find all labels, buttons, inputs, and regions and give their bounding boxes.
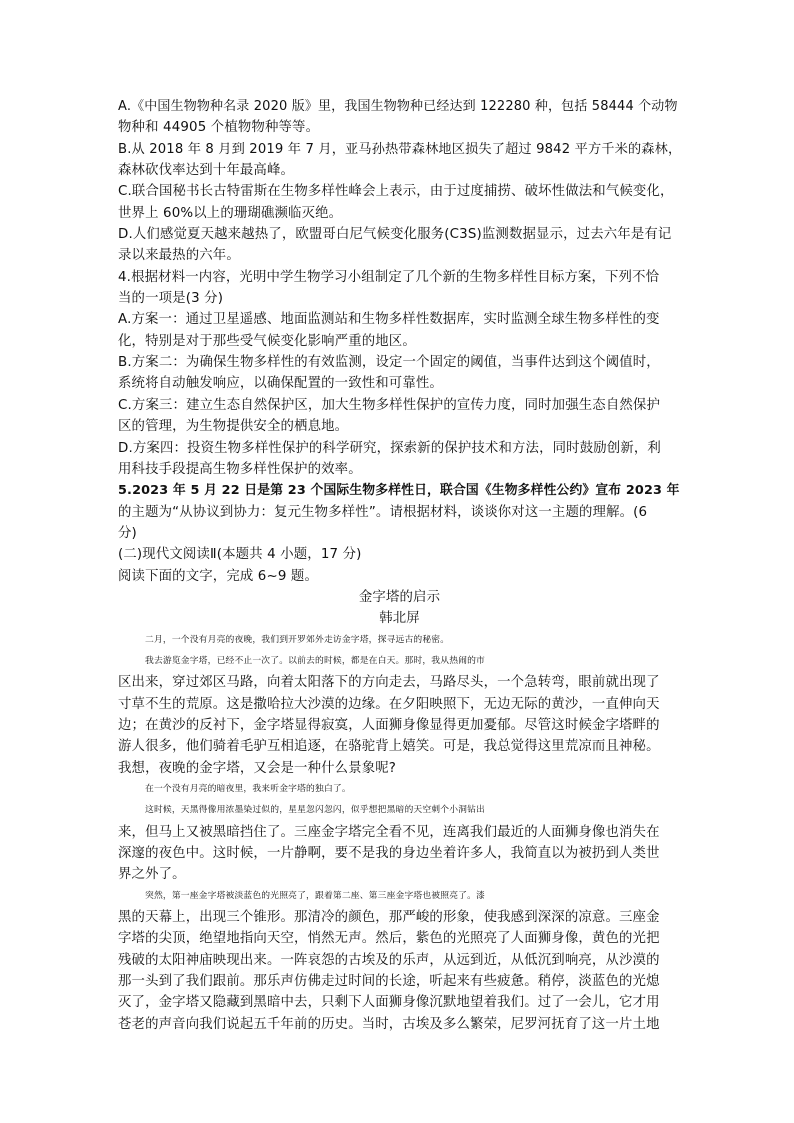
- text-line: 当的一项是(3 分): [118, 291, 224, 307]
- text-line: D.人们感觉夏天越来越热了，欧盟哥白尼气候变化服务(C3S)监测数据显示，过去六年是有记: [118, 227, 672, 243]
- text-line: 阅读下面的文字，完成 6~9 题。: [118, 568, 319, 584]
- text-line: 韩北屏: [379, 611, 420, 627]
- text-line: 我想，夜晚的金字塔，又会是一种什么景象呢?: [118, 760, 397, 776]
- text-line: 区出来，穿过郊区马路，向着太阳落下的方向走去，马路尽头，一个急转弯，眼前就出现了: [118, 675, 660, 691]
- text-line: 来，但马上又被黑暗挡住了。三座金字塔完全看不见，连离我们最近的人面狮身像也消失在: [118, 824, 660, 840]
- text-line: 的主题为“从协议到协力：复元生物多样性”。请根据材料，谈谈你对这一主题的理解。(6: [118, 504, 648, 520]
- document-page: [118, 96, 681, 1035]
- text-line: 化，特别是对于那些受气候变化影响严重的地区。: [118, 333, 416, 349]
- text-line: 在一个没有月亮的暗夜里，我来听金字塔的独白了。: [145, 784, 351, 794]
- text-line: A.《中国生物物种名录 2020 版》里，我国生物物种已经达到 122280 种，包括 58444 个动物: [118, 99, 678, 114]
- text-line: 我去游览金字塔，已经不止一次了。以前去的时候，都是在白天。那时，我从热闹的市: [145, 655, 485, 666]
- text-line: 系统将自动触发响应，以确保配置的一致性和可靠性。: [118, 376, 443, 392]
- text-line: 边；在黄沙的反衬下，金字塔显得寂寞，人面狮身像显得更加憂郁。尽管这时候金字塔畔的: [118, 717, 660, 733]
- text-line: 4.根据材料一内容，光明中学生物学习小组制定了几个新的生物多样性目标方案，下列不恰: [118, 269, 660, 285]
- text-line: 深邃的夜色中。这时候，一片静啊，要不是我的身边坐着许多人，我简直以为被扔到人类世: [118, 846, 660, 862]
- text-line: D.方案四：投资生物多样性保护的科学研究，探索新的保护技术和方法，同时鼓励创新，利: [118, 440, 661, 456]
- text-line: 森林砍伐率达到十年最高峰。: [118, 163, 295, 179]
- text-line: A.方案一：通过卫星遥感、地面监测站和生物多样性数据库，实时监测全球生物多样性的变: [118, 312, 660, 328]
- text-line: B.方案二：为确保生物多样性的有效监测，设定一个固定的阈值，当事件达到这个阈值时，: [118, 355, 660, 371]
- text-line: 苍老的声音向我们说起五千年前的历史。当时，古埃及多么繁荣，尼罗河抚育了这一片土地: [118, 1016, 660, 1032]
- text-line: 突然，第一座金字塔被淡蓝色的光照亮了，跟着第二座、第三座金字塔也被照亮了。漆: [145, 890, 485, 901]
- text-line: 物种和 44905 个植物物种等等。: [118, 120, 320, 136]
- text-line: 残破的太阳神庙映现出来。一阵哀怨的古埃及的乐声，从远到近，从低沉到响亮，从沙漠的: [118, 952, 660, 968]
- text-line: C.方案三：建立生态自然保护区，加大生物多样性保护的宣传力度，同时加强生态自然保护: [118, 397, 660, 413]
- text-line: 分): [118, 525, 137, 541]
- text-line: C.联合国秘书长古特雷斯在生物多样性峰会上表示，由于过度捕捞、破坏性做法和气候变化，: [118, 184, 674, 200]
- text-line: 界之外了。: [118, 867, 186, 883]
- text-line: 世界上 60%以上的珊瑚礁濒临灭绝。: [118, 205, 343, 221]
- text-line: 这时候，天黑得像用浓墨染过似的，星星忽闪忽闪，似乎想把黑暗的天空刺个小洞钻出: [145, 805, 485, 816]
- text-line: 录以来最热的六年。: [118, 248, 240, 264]
- text-line: 用科技手段提高生物多样性保护的效率。: [118, 461, 362, 477]
- text-line: (二)现代文阅读Ⅱ(本题共 4 小题，17 分): [118, 547, 362, 563]
- text-line: B.从 2018 年 8 月到 2019 年 7 月，亚马孙热带森林地区损失了超过 9842 平方千米的森林，: [118, 141, 682, 157]
- text-line: 区的管理，为生物提供安全的栖息地。: [118, 419, 349, 435]
- text-line: 金字塔的启示: [358, 589, 441, 605]
- text-line: 寸草不生的荒原。这是撒哈拉大沙漠的边缘。在夕阳映照下，无边无际的黄沙，一直伸向天: [118, 696, 660, 712]
- text-line: 那一头到了我们跟前。那乐声仿佛走过时间的长途，听起来有些疲惫。稍停，淡蓝色的光熄: [118, 974, 660, 990]
- text-line: 5.2023 年 5 月 22 日是第 23 个国际生物多样性日，联合国《生物多样性公约》宣布 2023 年: [118, 483, 680, 499]
- text-line: 字塔的尖顶，绝望地指向天空，悄然无声。然后，紫色的光照亮了人面狮身像，黄色的光把: [118, 931, 660, 947]
- text-line: 灭了，金字塔又隐藏到黑暗中去，只剩下人面狮身像沉默地望着我们。过了一会儿，它才用: [118, 995, 660, 1011]
- text-line: 二月，一个没有月亮的夜晚，我们到开罗郊外走访金字塔，探寻远古的秘密。: [145, 634, 450, 645]
- text-line: 游人很多，他们骑着毛驴互相追逐，在骆驼背上嬉笑。可是，我总觉得这里荒凉而且神秘。: [118, 739, 660, 755]
- text-line: 黑的天幕上，出现三个锥形。那清冷的颜色，那严峻的形象，使我感到深深的凉意。三座金: [118, 910, 660, 926]
